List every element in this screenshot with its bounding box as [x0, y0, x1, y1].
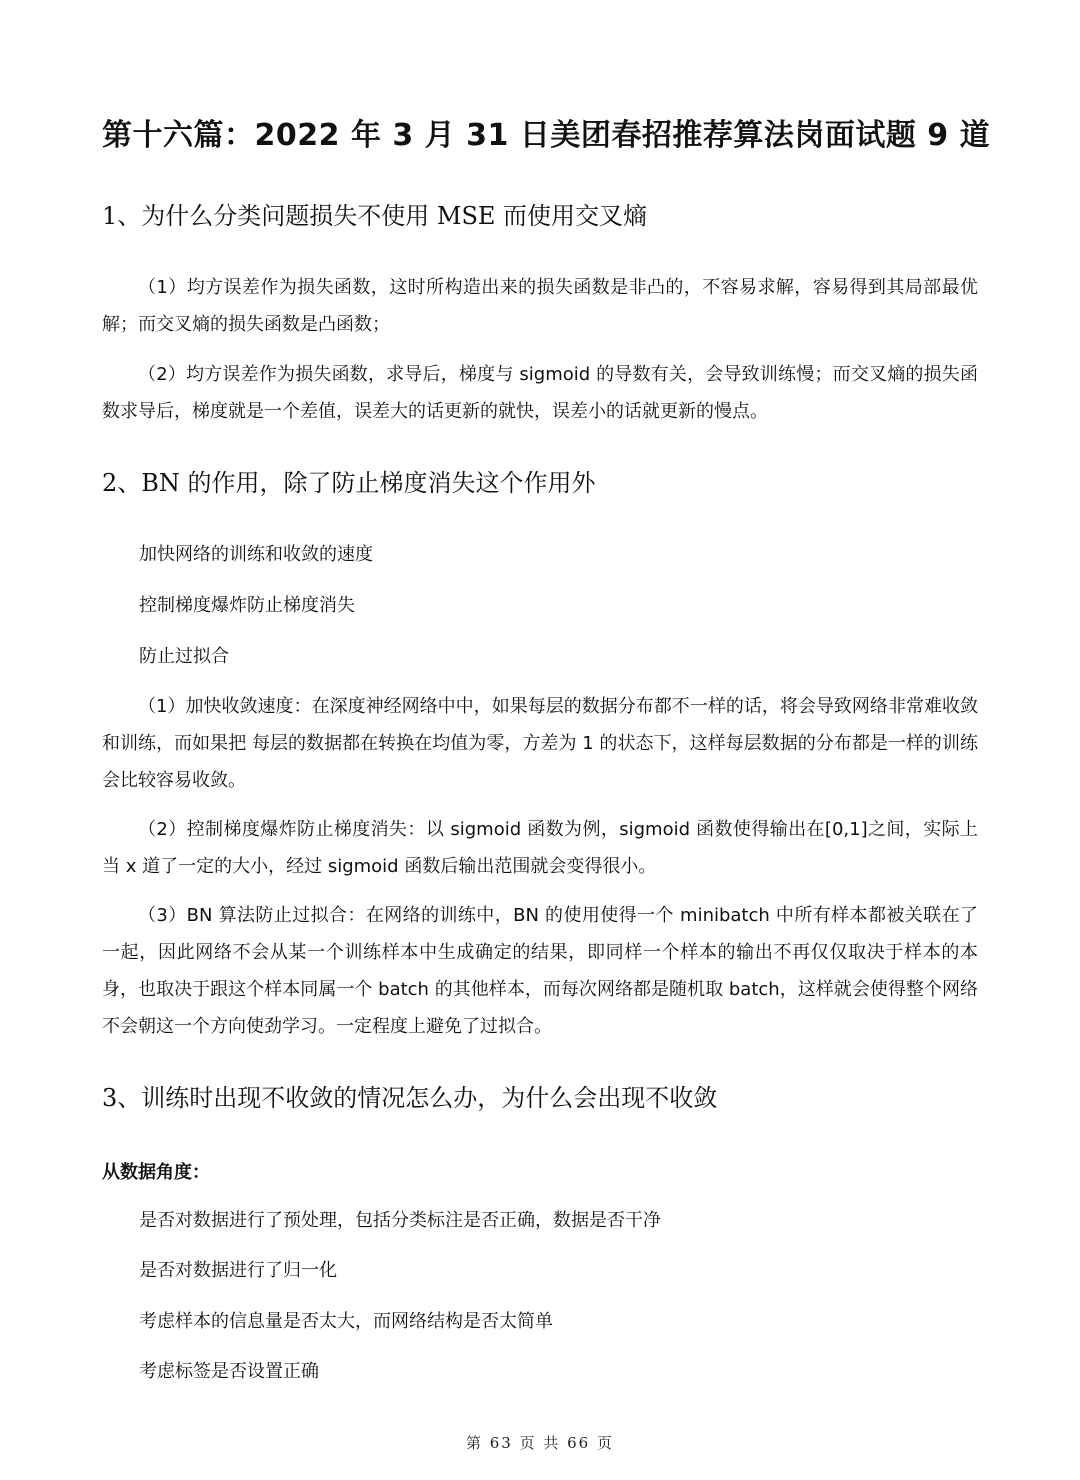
question-3-point-1: 是否对数据进行了预处理，包括分类标注是否正确，数据是否干净 — [139, 1210, 661, 1231]
question-2-paragraph-2: （2）控制梯度爆炸防止梯度消失：以 sigmoid 函数为例，sigmoid 函数使得输出在[0,1]之间，实际上当 x 道了一定的大小，经过 sigmoid 函数后输出范围就会变得很小。 — [102, 819, 978, 877]
question-2-point-2: 控制梯度爆炸防止梯度消失 — [139, 595, 355, 616]
question-1-heading: 1、为什么分类问题损失不使用 MSE 而使用交叉熵 — [102, 202, 648, 230]
page-number-footer: 第 63 页 共 66 页 — [465, 1434, 614, 1452]
question-3-heading: 3、训练时出现不收敛的情况怎么办，为什么会出现不收敛 — [102, 1084, 718, 1112]
question-2-point-1: 加快网络的训练和收敛的速度 — [139, 544, 373, 565]
page-title: 第十六篇：2022 年 3 月 31 日美团春招推荐算法岗面试题 9 道 — [102, 118, 991, 153]
question-3-point-2: 是否对数据进行了归一化 — [139, 1260, 337, 1281]
question-2-heading: 2、BN 的作用，除了防止梯度消失这个作用外 — [102, 469, 596, 497]
question-2-point-3: 防止过拟合 — [139, 646, 229, 667]
question-3-point-4: 考虑标签是否设置正确 — [139, 1361, 319, 1382]
question-1-paragraph-1: （1）均方误差作为损失函数，这时所构造出来的损失函数是非凸的，不容易求解，容易得到其局部最优解；而交叉熵的损失函数是凸函数； — [102, 277, 978, 335]
question-2-paragraph-1: （1）加快收敛速度：在深度神经网络中中，如果每层的数据分布都不一样的话，将会导致网络非常难收敛和训练，而如果把 每层的数据都在转换在均值为零，方差为 1 的状态下，这样每层数据的分布都是一样的训练会比较容易收敛。 — [102, 696, 978, 791]
question-3-point-3: 考虑样本的信息量是否太大，而网络结构是否太简单 — [139, 1311, 553, 1332]
data-angle-subheading: 从数据角度： — [102, 1162, 210, 1183]
question-2-paragraph-3: （3）BN 算法防止过拟合：在网络的训练中，BN 的使用使得一个 minibatch 中所有样本都被关联在了一起，因此网络不会从某一个训练样本中生成确定的结果，即同样一个样本的输出不再仅仅取决于样本的本身，也取决于跟这个样本同属一个 batch 的其他样本，而每次网络都是随机取 batch，这样就会使得整个网络不会朝这一个方向使劲学习。一定程度上避免了过拟合。 — [102, 905, 978, 1037]
question-1-paragraph-2: （2）均方误差作为损失函数，求导后，梯度与 sigmoid 的导数有关，会导致训练慢；而交叉熵的损失函数求导后，梯度就是一个差值，误差大的话更新的就快，误差小的话就更新的慢点。 — [102, 364, 978, 422]
